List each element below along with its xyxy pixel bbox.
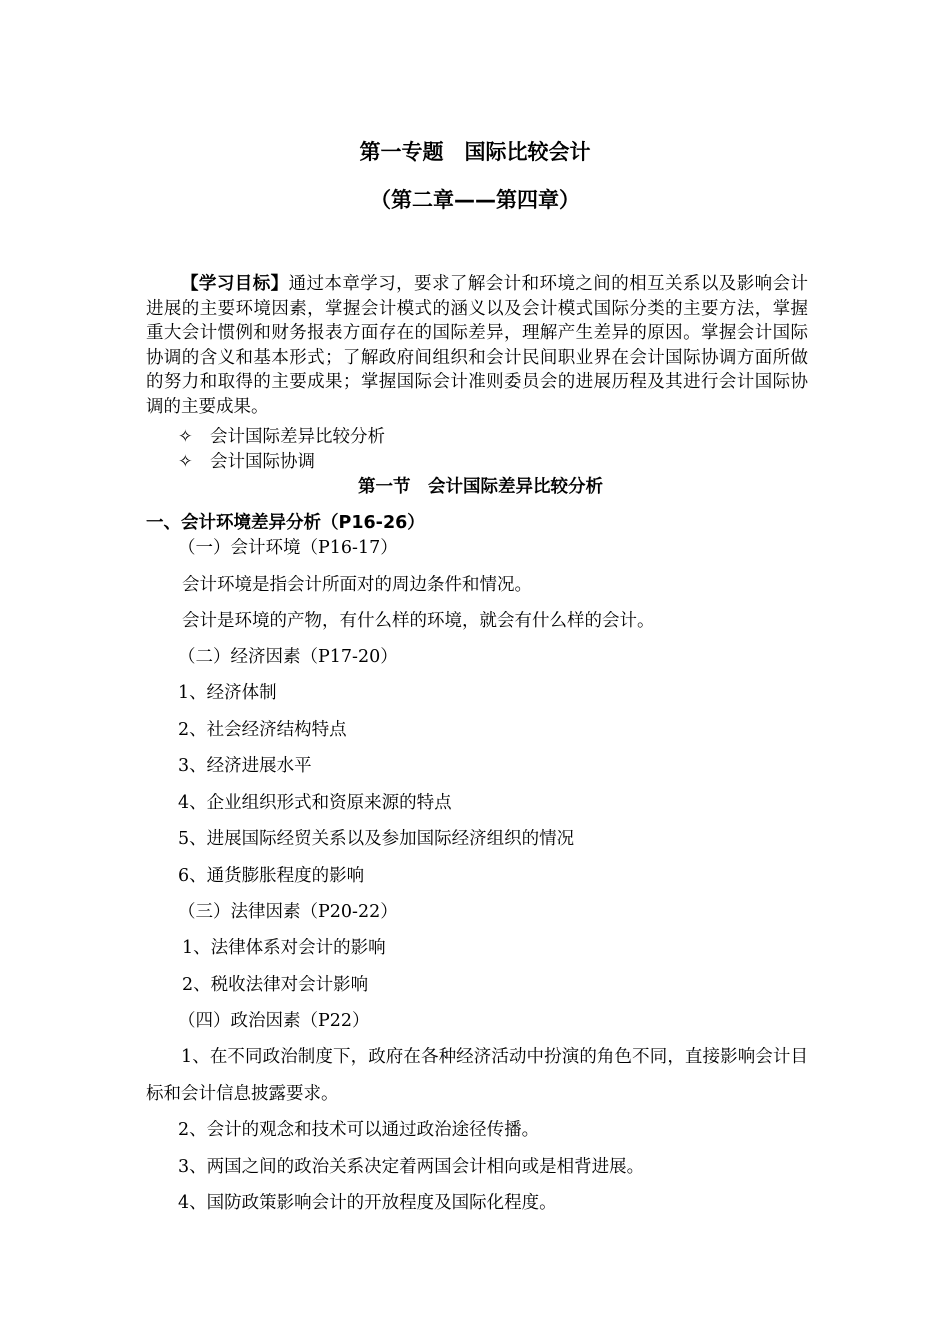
learning-goals-label: 【学习目标】 xyxy=(181,274,289,294)
list-item: 6、通货膨胀程度的影响 xyxy=(178,866,365,886)
subheading-legal-factors: （三）法律因素（P20-22） xyxy=(178,902,398,922)
diamond-bullet-icon: ✧ xyxy=(178,427,193,447)
environment-product: 会计是环境的产物，有什么样的环境，就会有什么样的会计。 xyxy=(182,611,655,631)
document-title: 第一专题 国际比较会计 xyxy=(359,140,591,164)
learning-goals-text: 通过本章学习，要求了解会计和环境之间的相互关系以及影响会计进展的主要环境因素，掌握会计模式的涵义以及会计模式国际分类的主要方法，掌握重大会计惯例和财务报表方面存在的国际差异，理解产生差异的原因。掌握会计国际协调的含义和基本形式；了解政府间组织和会计民间职业界在会计国际协调方面所做的努力和取得的主要成果；掌握国际会计准则委员会的进展历程及其进行会计国际协调的主要成果。 xyxy=(146,274,809,417)
document-subtitle: （第二章——第四章） xyxy=(370,188,580,212)
subheading-political-factors: （四）政治因素（P22） xyxy=(178,1011,370,1031)
list-item: 3、两国之间的政治关系决定着两国会计相向或是相背进展。 xyxy=(178,1157,645,1177)
environment-definition: 会计环境是指会计所面对的周边条件和情况。 xyxy=(182,575,532,595)
politics-paragraph: 1、在不同政治制度下，政府在各种经济活动中扮演的角色不同，直接影响会计目标和会计信息披露要求。 xyxy=(146,1047,808,1104)
section-heading: 第一节 会计国际差异比较分析 xyxy=(358,477,603,497)
bullet-text: 会计国际协调 xyxy=(210,452,315,472)
learning-goals-paragraph xyxy=(146,272,808,420)
diamond-bullet-icon: ✧ xyxy=(178,452,193,472)
subheading-accounting-environment: （一）会计环境（P16-17） xyxy=(178,538,398,558)
heading-environment-analysis: 一、会计环境差异分析（P16-26） xyxy=(146,513,425,533)
list-item: 2、会计的观念和技术可以通过政治途径传播。 xyxy=(178,1120,540,1140)
list-item: 4、国防政策影响会计的开放程度及国际化程度。 xyxy=(178,1193,557,1213)
list-item: 4、企业组织形式和资原来源的特点 xyxy=(178,793,452,813)
bullet-item xyxy=(178,450,315,474)
list-item: 1、经济体制 xyxy=(178,683,277,703)
list-item: 3、经济进展水平 xyxy=(178,756,312,776)
list-item: 2、税收法律对会计影响 xyxy=(182,975,369,995)
bullet-text: 会计国际差异比较分析 xyxy=(210,427,385,447)
list-item: 5、进展国际经贸关系以及参加国际经济组织的情况 xyxy=(178,829,575,849)
subheading-economic-factors: （二）经济因素（P17-20） xyxy=(178,647,398,667)
list-item: 1、法律体系对会计的影响 xyxy=(182,938,386,958)
list-item: 2、社会经济结构特点 xyxy=(178,720,347,740)
bullet-item xyxy=(178,425,385,449)
